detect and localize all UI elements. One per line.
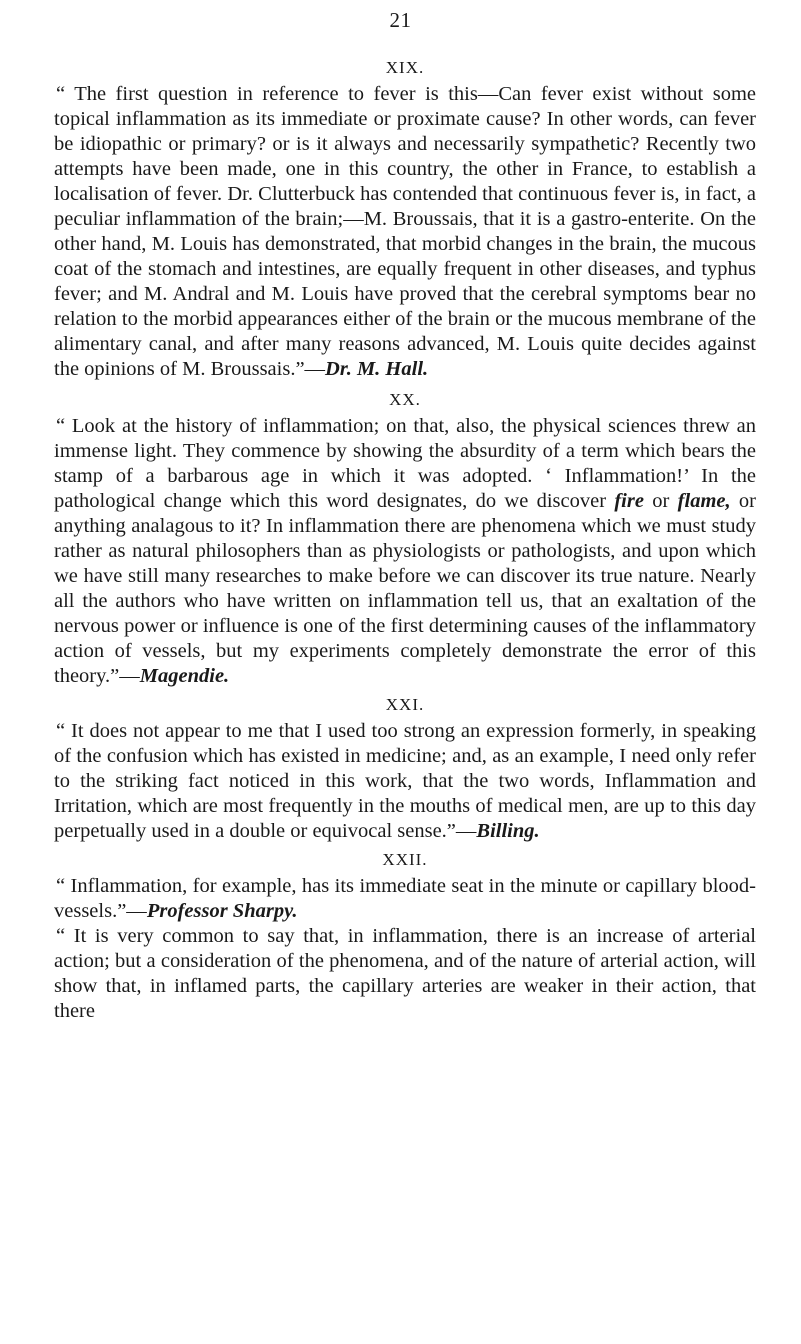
quote-text: or anything analagous to it? In inflammation there are phenomena which we must study rather as natural philosophers than as physiologists or pathologists, and upon which we have still many researches to make before we can discover its true nature. Nearly all the authors who have written on inflammation tell us, that an exaltation of the nervous power or influence is one of the first determining causes of the inflammatory action of vessels, but my experiments completely demonstrate the error of this theory.”— [54,490,757,687]
section-heading: XX. [389,390,421,409]
quote-text: “ Look at the history of inflammation; on that, also, the physical sciences threw an immense light. They commence by showing the absurdity of a term which bears the stamp of a barbarous age in which it was adopted. ‘ Inflammation!’ In the pathological change which this word designates, do we discover [54,415,756,512]
section-heading: XIX. [385,58,425,77]
section-xxi [54,693,756,844]
quote-attribution: Billing. [476,820,540,842]
quote-attribution: Dr. M. Hall. [325,358,429,380]
section-xxii [54,848,756,1024]
italic-term: flame, [677,490,731,512]
quote-text: “ The first question in reference to fever is this—Can fever exist without some topical inflammation as its immediate or proximate cause? In other words, can fever be idiopathic or primary? or is it always and necessarily sympathetic? Recently two attempts have been made, one in this country, the other in France, to establish a localisation of fever. Dr. Clutterbuck has contended that continuous fever is, in fact, a peculiar inflammation of the brain;—M. Broussais, that it is a gastro-enterite. On the other hand, M. Louis has demonstrated, that morbid changes in the brain, the mucous coat of the stomach and intestines, are equally frequent in other diseases, and typhus fever; and M. Andral and M. Louis have proved that the cerebral symptoms bear no relation to the morbid appearances either of the brain or the mucous membrane of the alimentary canal, and after many reasons advanced, M. Louis quite decides against the opinions of M. Broussais.”— [54,83,756,380]
section-xix [54,56,756,382]
quote-paragraph [54,719,756,844]
quote-paragraph [54,414,756,689]
page-content [54,56,756,1028]
quote-paragraph [54,874,756,924]
quote-text: or [643,490,678,512]
quote-text: “ Inflammation, for example, has its immediate seat in the minute or capillary blood-vessels.”— [54,875,756,922]
page-number: 21 [389,8,412,32]
section-heading: XXII. [382,850,428,869]
quote-paragraph [54,924,756,1024]
quote-attribution: Magendie. [139,665,230,687]
quote-attribution: Professor Sharpy. [146,900,298,922]
section-xx [54,388,756,689]
section-heading: XXI. [385,695,425,714]
quote-text: “ It is very common to say that, in inflammation, there is an increase of arterial action; but a consideration of the phenomena, and of the nature of arterial action, will show that, in inflamed parts, the capillary arteries are weaker in their action, that there [54,925,756,1022]
quote-text: “ It does not appear to me that I used too strong an expression formerly, in speaking of the confusion which has existed in medicine; and, as an example, I need only refer to the striking fact noticed in this work, that the two words, Inflammation and Irritation, which are most frequently in the mouths of medical men, are up to this day perpetually used in a double or equivocal sense.”— [54,720,756,842]
quote-paragraph [54,82,756,382]
italic-term: fire [614,490,644,512]
